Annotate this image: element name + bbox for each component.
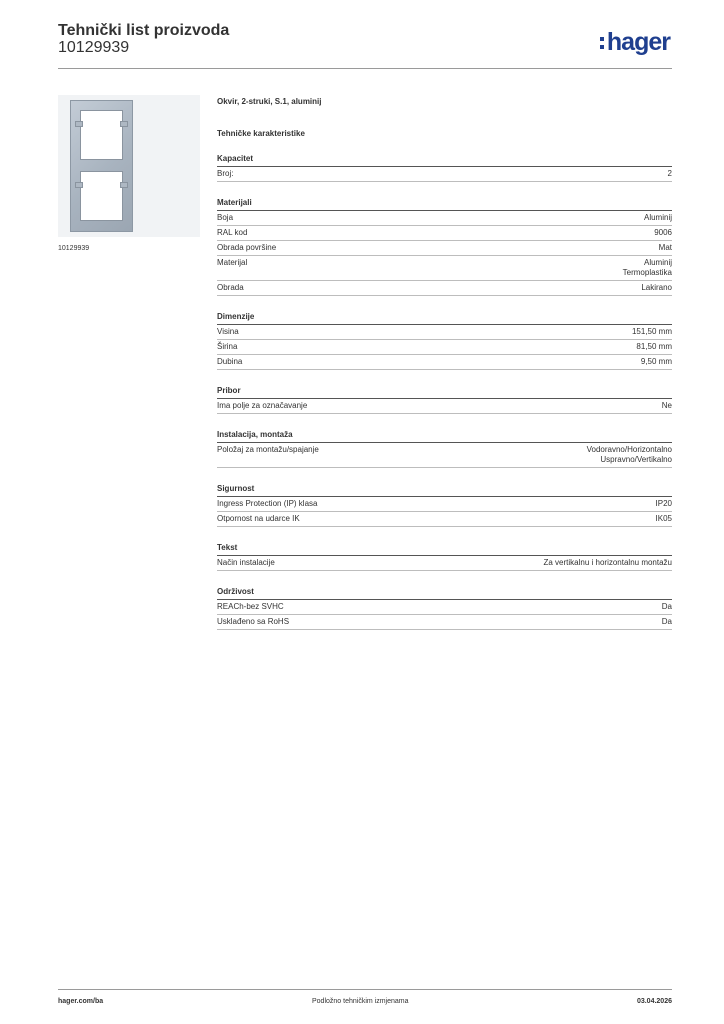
frame-clip xyxy=(120,121,128,127)
section-title: Tekst xyxy=(217,543,672,556)
spec-row xyxy=(217,226,672,241)
spec-value-line: Aluminij xyxy=(643,258,672,267)
product-name: Okvir, 2-struki, S.1, aluminij xyxy=(217,97,322,106)
hager-logo xyxy=(600,28,670,57)
spec-label: Način instalacije xyxy=(217,558,275,567)
spec-value xyxy=(623,258,672,278)
spec-value-line: 151,50 mm xyxy=(631,327,672,336)
spec-label: RAL kod xyxy=(217,228,248,237)
spec-value xyxy=(656,514,672,524)
spec-value-line: Vodoravno/Horizontalno xyxy=(586,445,672,454)
spec-row xyxy=(217,241,672,256)
spec-value xyxy=(659,243,672,253)
spec-label: Ima polje za označavanje xyxy=(217,401,308,410)
spec-label: Boja xyxy=(217,213,234,222)
frame-opening-bottom xyxy=(80,171,123,221)
frame-opening-top xyxy=(80,110,123,160)
spec-label: Otpornost na udarce IK xyxy=(217,514,300,523)
section-title: Materijali xyxy=(217,198,672,211)
spec-sections xyxy=(217,154,672,630)
spec-value-line: 81,50 mm xyxy=(636,342,672,351)
spec-row xyxy=(217,325,672,340)
spec-value-line: Za vertikalnu i horizontalnu montažu xyxy=(543,558,672,567)
spec-row xyxy=(217,167,672,182)
section-title: Dimenzije xyxy=(217,312,672,325)
spec-section xyxy=(217,198,672,296)
spec-value xyxy=(636,342,672,352)
spec-value-line: 2 xyxy=(667,169,672,178)
spec-value-line: Da xyxy=(661,602,672,611)
spec-value-line: Lakirano xyxy=(641,283,672,292)
spec-row xyxy=(217,512,672,527)
section-title: Instalacija, montaža xyxy=(217,430,672,443)
logo-colon-icon xyxy=(600,34,605,50)
spec-value xyxy=(662,617,672,627)
spec-label: Visina xyxy=(217,327,239,336)
spec-value xyxy=(543,558,672,568)
spec-value-line: Da xyxy=(661,617,672,626)
spec-label: Položaj za montažu/spajanje xyxy=(217,445,319,454)
spec-value-line: Ne xyxy=(661,401,672,410)
spec-row xyxy=(217,556,672,571)
spec-value xyxy=(662,401,672,411)
spec-label: REACh-bez SVHC xyxy=(217,602,284,611)
spec-value xyxy=(644,213,672,223)
spec-row xyxy=(217,340,672,355)
spec-section xyxy=(217,386,672,414)
footer-date: 03.04.2026 xyxy=(636,998,672,1005)
product-number: 10129939 xyxy=(58,39,130,56)
spec-value xyxy=(656,499,672,509)
spec-row xyxy=(217,615,672,630)
section-title: Pribor xyxy=(217,386,672,399)
spec-row xyxy=(217,355,672,370)
spec-value xyxy=(632,327,672,337)
characteristics-heading: Tehničke karakteristike xyxy=(217,129,305,138)
header-divider xyxy=(58,68,672,69)
spec-section xyxy=(217,154,672,182)
spec-value xyxy=(641,283,672,293)
footer-divider xyxy=(58,989,672,990)
spec-label: Ingress Protection (IP) klasa xyxy=(217,499,318,508)
spec-row xyxy=(217,211,672,226)
spec-label: Obrada površine xyxy=(217,243,277,252)
spec-row xyxy=(217,443,672,468)
spec-value xyxy=(662,602,672,612)
spec-section xyxy=(217,430,672,468)
section-title: Sigurnost xyxy=(217,484,672,497)
spec-value xyxy=(668,169,672,179)
spec-section xyxy=(217,587,672,630)
document-title: Tehnički list proizvoda xyxy=(58,22,230,39)
spec-section xyxy=(217,543,672,571)
spec-row xyxy=(217,281,672,296)
spec-value-line: 9,50 mm xyxy=(640,357,672,366)
logo-text: hager xyxy=(606,28,670,56)
page-header xyxy=(58,20,672,70)
spec-label: Usklađeno sa RoHS xyxy=(217,617,290,626)
spec-section xyxy=(217,484,672,527)
spec-value-line: 9006 xyxy=(654,228,672,237)
spec-row xyxy=(217,600,672,615)
frame-illustration xyxy=(70,100,133,232)
image-caption: 10129939 xyxy=(58,245,90,252)
product-image xyxy=(58,95,200,237)
spec-label: Obrada xyxy=(217,283,244,292)
spec-label: Širina xyxy=(217,342,238,351)
spec-value xyxy=(587,445,672,465)
section-title: Održivost xyxy=(217,587,672,600)
spec-value-line: Uspravno/Vertikalno xyxy=(600,455,672,464)
spec-row xyxy=(217,256,672,281)
spec-value-line: IP20 xyxy=(655,499,672,508)
spec-value-line: IK05 xyxy=(655,514,672,523)
spec-value-line: Mat xyxy=(658,243,672,252)
spec-value-line: Termoplastika xyxy=(622,268,672,277)
spec-label: Broj: xyxy=(217,169,234,178)
frame-clip xyxy=(120,182,128,188)
spec-row xyxy=(217,399,672,414)
spec-label: Dubina xyxy=(217,357,243,366)
footer-website: hager.com/ba xyxy=(58,998,104,1005)
spec-label: Materijal xyxy=(217,258,248,267)
specifications xyxy=(217,96,672,630)
spec-value xyxy=(654,228,672,238)
spec-section xyxy=(217,312,672,370)
frame-clip xyxy=(75,182,83,188)
spec-value-line: Aluminij xyxy=(643,213,672,222)
spec-row xyxy=(217,497,672,512)
spec-value xyxy=(641,357,672,367)
frame-clip xyxy=(75,121,83,127)
footer-notice: Podložno tehničkim izmjenama xyxy=(312,998,409,1005)
section-title: Kapacitet xyxy=(217,154,672,167)
